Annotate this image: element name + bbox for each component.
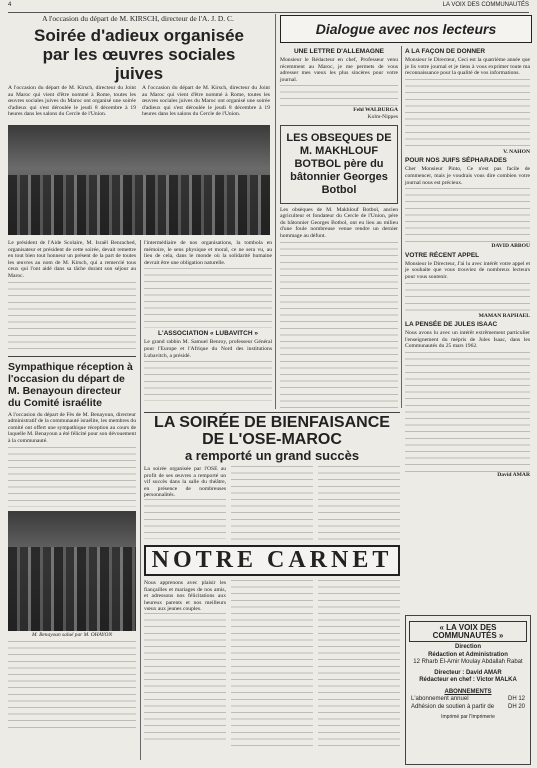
dialogue-title: Dialogue avec nos lecteurs [315, 21, 497, 37]
kicker-kirsch: A l'occasion du départ de M. KIRSCH, directeur de l'A. J. D. C. [42, 14, 234, 23]
obseques-body: Les obsèques de M. Makhlouf Botbol, ancien agriculteur et fondateur du Cercle de l'Union, père du bâtonnier Georges Botbol, ont eu lieu au milieu d'une foule nombreuse venue rendre un dernier hommage au défunt. [280, 206, 398, 239]
masthead-sub2: Rédaction et Administration [428, 651, 508, 658]
ab1-label: L'abonnement annuel [411, 696, 469, 702]
obseques-box [280, 125, 398, 204]
s1-body: Monsieur le Directeur, Ceci est la quatrième année que je lis votre journal et je tiens à vous exprimer toute ma reconnaissance pour la qualité de vos informations. [405, 57, 530, 77]
ab2-price: DH 20 [507, 703, 525, 710]
s2-head: POUR NOS JUIFS SÉPHARADES [405, 157, 507, 165]
kirsch-photo [8, 125, 270, 235]
s1-head: A LA FAÇON DE DONNER [405, 48, 486, 55]
carnet-body: Nous apprenons avec plaisir les fiançailles et mariages de nos amis, et adressons nos félicitations aux heureux parents et nos meilleurs vœux aux jeunes couples. [144, 580, 226, 613]
masthead-print: Imprimé par l'Imprimerie [441, 714, 495, 720]
benayoun-photo [8, 511, 136, 631]
lettre-body: Monsieur le Rédacteur en chef, Professeur venu récemment au Maroc, je me permets de vous adresser mes vœux les plus sincères pour votre journal. [280, 57, 398, 83]
masthead-box [405, 615, 531, 765]
benayoun-body: A l'occasion du départ de Fès de M. Benayoun, directeur administratif de la communauté israélite, les membres du comité ont offert une sympathique réception au cours de laquelle M. Benayoun a été félicité pour son dévouement à la communauté. [8, 411, 136, 444]
s1-sign: V. NAHON [503, 148, 530, 155]
s4-head: LA PENSÉE DE JULES ISAAC [405, 321, 498, 329]
masthead-dir: Directeur : David AMAR [434, 669, 502, 676]
ab2-label: Adhésion de soutien à partir de [411, 703, 495, 710]
s3-body: Monsieur le Directeur, J'ai lu avec intérêt votre appel et je souhaite que vous trouviez de nombreux lecteurs pour vous soutenir. [405, 260, 530, 280]
kirsch-body: Le président de l'Aide Scolaire, M. Israël Benrached, organisateur et président de cette soirée, devait remettre en tout bien tout honneur un présent de la part de toutes les œuvres au nom de M. Kirsch, qui a remercié tous ceux qui l'ont aidé dans sa tâche durant son séjour au Maroc. [8, 240, 136, 279]
abonnements-table [409, 696, 527, 711]
s3-head: VOTRE RÉCENT APPEL [405, 251, 480, 259]
masthead-title: « LA VOIX DES COMMUNAUTÉS » [409, 621, 527, 642]
lettre-head: UNE LETTRE D'ALLEMAGNE [293, 48, 385, 55]
headline-kirsch: Soirée d'adieux organisée par les œuvres sociales juives [33, 26, 244, 83]
masthead-addr: 12 Rharb El-Amir Moulay Abdallah Rabat [413, 659, 523, 665]
carnet-section [144, 545, 400, 763]
ab1-price: DH 12 [507, 696, 525, 702]
ose-headline-1: LA SOIRÉE DE BIENFAISANCE [154, 414, 390, 431]
col2-body: l'intermédiaire de nos organisations, la tombola en mémoire, le sens physique et moral, ce ne sera vu, au lieu de cela, dans le monde où la solidarité humaine devrait être une obligation naturelle. [144, 240, 272, 266]
ose-headline-2: DE L'OSE-MAROC [202, 431, 342, 448]
lettre-sign2: Kolm-Nippes [367, 113, 398, 120]
dialogue-banner [280, 15, 532, 43]
s4-body: Nous avons lu avec un intérêt extrêmement particulier l'enseignement du mépris de Jules Isaac, dans les Communautés du 25 mars 1962. [405, 330, 530, 350]
column-3 [280, 46, 398, 408]
ose-headline-3: a remporté un grand succès [184, 448, 360, 463]
ose-article [144, 414, 400, 542]
masthead-red: Rédacteur en chef : Victor MALKA [419, 677, 517, 683]
s2-sign: DAVID ABBOU [491, 243, 530, 250]
lubavitch-head: L'ASSOCIATION « LUBAVITCH » [158, 330, 258, 338]
page-number: 4 [8, 2, 12, 8]
kirsch-intro-right: A l'occasion du départ de M. Kirsch, directeur du Joint au Maroc qui vient d'être nommé à Rome, toutes les œuvres sociales juives du Maroc ont organisé une soirée d'adieux qui s'est déroulée le jeudi 8 décembre à 19 heures dans les salons du Cercle de l'Union. [142, 85, 270, 118]
column-1-lower [8, 240, 136, 760]
headline-obseques: LES OBSEQUES DE M. MAKHLOUF BOTBOL père du bâtonnier Georges Botbol [286, 131, 392, 196]
page-header [8, 2, 529, 13]
headline-benayoun: Sympathique réception à l'occasion du départ de M. Benayoun directeur du Comité israélite [8, 360, 133, 409]
lubavitch-body: Le grand rabbin M. Samuel Benroy, professeur Général pour l'Europe et l'Afrique du Nord des institutions Lubavitch, a présidé. [144, 339, 272, 359]
masthead-sub: Direction [454, 644, 481, 650]
abonnements-head: ABONNEMENTS [444, 688, 492, 695]
carnet-title: NOTRE CARNET [144, 545, 400, 576]
paper-name: LA VOIX DES COMMUNAUTÉS [442, 2, 529, 8]
s3-sign: MAMAN RAPHAEL [478, 312, 530, 319]
column-4 [405, 46, 530, 611]
benayoun-caption: M. Benayoun salué par M. OHAYON [31, 631, 113, 638]
s4-sign: David AMAR [497, 471, 530, 478]
ose-body: La soirée organisée par l'OSE au profit de ses œuvres a remporté un vif succès dans la salle du théâtre, en présence de nombreuses personnalités. [144, 466, 226, 499]
column-2 [144, 240, 272, 405]
lettre-sign: Fehl WALBURGA [353, 107, 398, 114]
s2-body: Cher Monsieur Pinto, Ce n'est pas facile de commencer, mais je voudrais vous dire combien votre journal nous est précieux. [405, 166, 530, 186]
kirsch-intro-left: A l'occasion du départ de M. Kirsch, directeur du Joint au Maroc qui vient d'être nommé à Rome, toutes les œuvres sociales juives du Maroc ont organisé une soirée d'adieux qui s'est déroulée le jeudi 8 décembre à 19 heures dans les salons du Cercle de l'Union. [8, 85, 136, 118]
